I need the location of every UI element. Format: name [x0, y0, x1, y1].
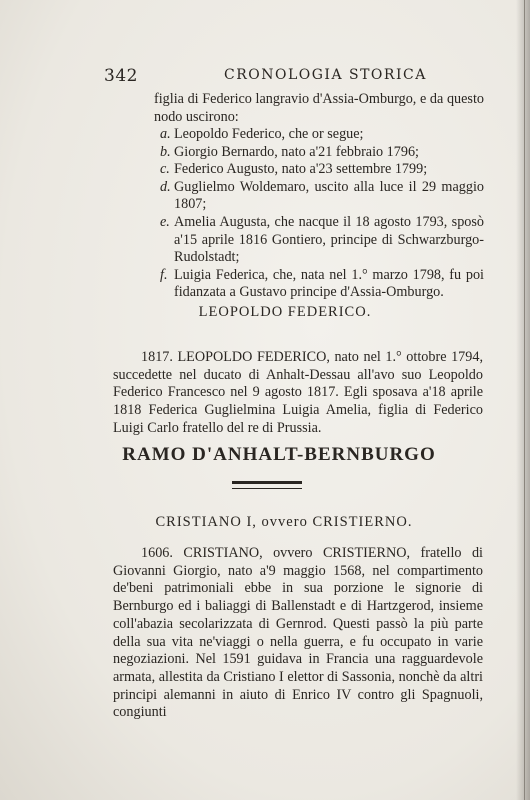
page-header: [104, 66, 484, 88]
list-item-text: Amelia Augusta, che nacque il 18 agosto 1793, sposò a'15 aprile 1816 Gontiero, principe di Schwarzburgo-Rudolstadt;: [174, 213, 484, 266]
list-item-letter: b.: [160, 143, 171, 160]
paragraph-1606: [113, 545, 483, 722]
list-item: [160, 179, 484, 214]
page-number: 342: [104, 66, 138, 86]
children-list: [160, 126, 484, 302]
section-heading-leopoldo: LEOPOLDO FEDERICO.: [198, 304, 372, 320]
page-edge-shadow: [516, 0, 530, 800]
list-item-text: Giorgio Bernardo, nato a'21 febbraio 1796;: [174, 143, 419, 160]
paragraph-text: 1817. LEOPOLDO FEDERICO, nato nel 1.° ottobre 1794, succedette nel ducato di Anhalt-Dessau all'avo suo Leopoldo Federico Francesco nel 9 agosto 1817. Egli sposava a'18 aprile 1818 Federica Guglielmina Luigia Amelia, figlia di Federico Luigi Carlo fratello del re di Prussia.: [113, 349, 483, 436]
list-item: [160, 267, 484, 302]
paragraph-1817: [113, 349, 483, 438]
list-item-text: Federico Augusto, nato a'23 settembre 1799;: [174, 161, 428, 178]
list-item: [160, 126, 484, 144]
list-item: [160, 214, 484, 267]
paragraph-text: 1606. CRISTIANO, ovvero CRISTIERNO, fratello di Giovanni Giorgio, nato a'9 maggio 1568, nel compartimento de'beni patrimoniali ebbe in sua porzione le signorie di Bernburgo ed i baliaggi di Ballenstadt e di Hartzgerod, insieme coll'abazia secolarizzata di Gernrod. Questi passò la più parte della sua vita ne'viaggi o nella guerra, e fu occupato in varie negoziazioni. Nel 1591 guidava in Francia una ragguardevole armata, allestita da Cristiano I elettor di Sassonia, nonchè da altri principi alemanni in aiuto di Enrico IV contro gli Spagnuoli, congiunti: [113, 545, 483, 721]
list-item-text: Leopoldo Federico, che or segue;: [174, 126, 364, 142]
list-item-letter: d.: [160, 178, 171, 195]
list-item-text: Guglielmo Woldemaro, uscito alla luce il 29 maggio 1807;: [174, 178, 484, 213]
intro-paragraph: figlia di Federico langravio d'Assia-Omburgo, e da questo nodo uscirono:: [154, 91, 484, 125]
list-item-text: Luigia Federica, che, nata nel 1.° marzo 1798, fu poi fidanzata a Gustavo principe d'Assia-Omburgo.: [174, 266, 484, 301]
page-edge-line: [524, 0, 525, 800]
divider-thin: [232, 488, 302, 489]
list-item-letter: c.: [160, 161, 170, 178]
running-title: CRONOLOGIA STORICA: [224, 67, 427, 83]
list-item-letter: f.: [160, 266, 168, 283]
branch-title: RAMO D'ANHALT-BERNBURGO: [122, 444, 436, 465]
list-item: [160, 144, 484, 162]
list-item-letter: a.: [160, 126, 171, 142]
list-item: [160, 161, 484, 179]
list-item-letter: e.: [160, 213, 170, 230]
divider-thick: [232, 481, 302, 484]
section-heading-cristiano: CRISTIANO I, ovvero CRISTIERNO.: [155, 514, 413, 530]
